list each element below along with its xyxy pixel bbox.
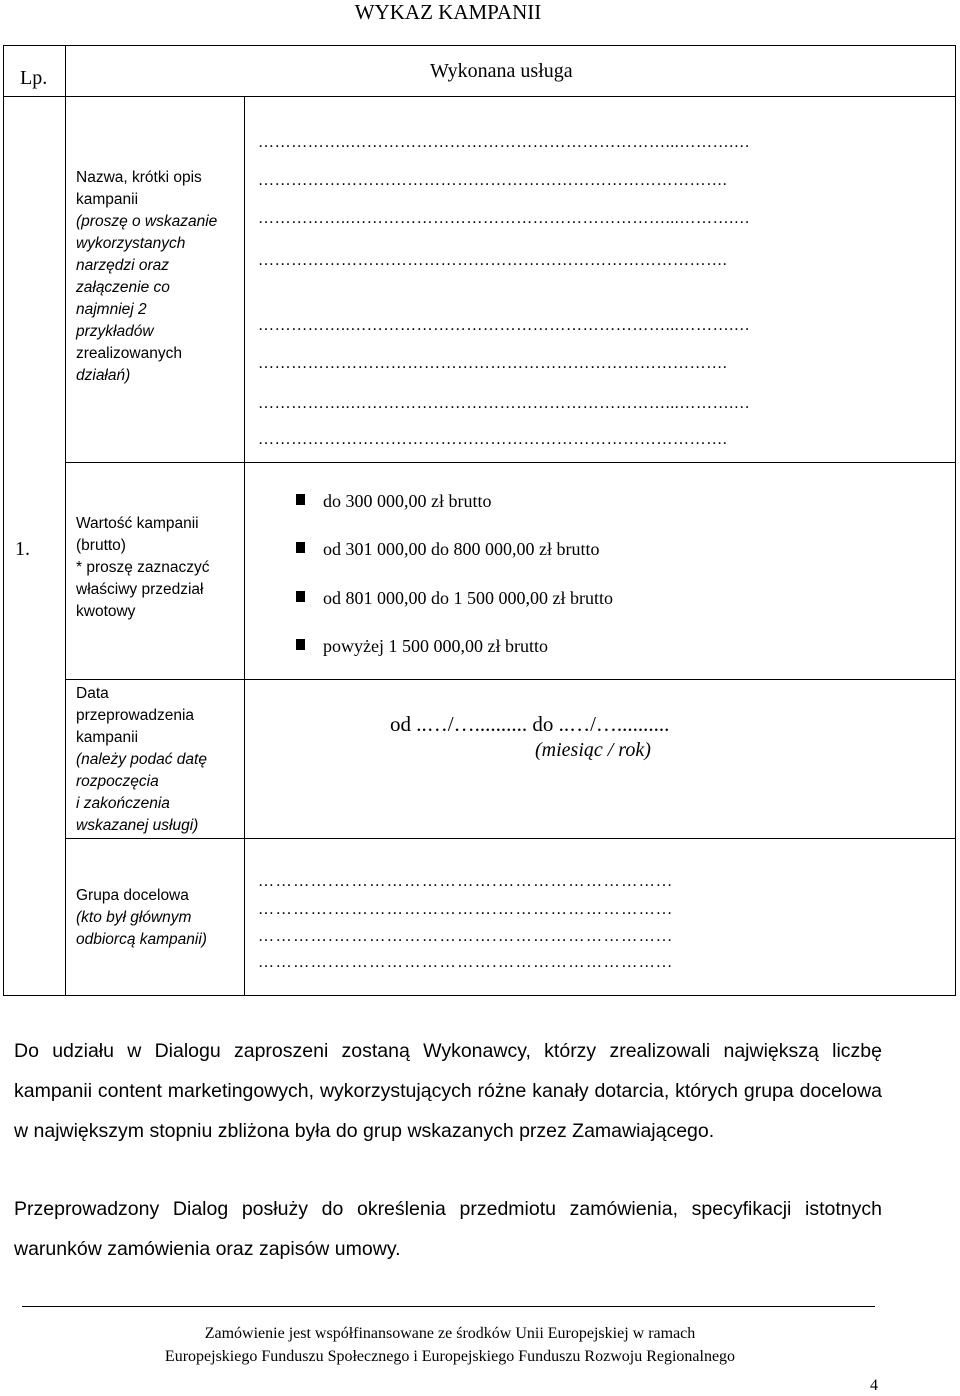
checkbox-bullet-icon <box>296 591 305 602</box>
description-dots-6: …………………………………………………………………………. <box>258 356 728 372</box>
value-option-1[interactable] <box>323 490 492 512</box>
audience-note-line: (kto był głównym <box>76 909 192 926</box>
date-note-line: wskazanej usługi) <box>76 817 199 834</box>
name-label-line: Nazwa, krótki opis <box>76 169 202 186</box>
name-note-line: zrealizowanych <box>76 345 182 362</box>
name-note-line: przykładów <box>76 323 154 340</box>
name-label-line: kampanii <box>76 191 139 208</box>
value-label-line: (brutto) <box>76 537 126 554</box>
footer-line-2: Europejskiego Funduszu Społecznego i Europejskiego Funduszu Rozwoju Regionalnego <box>164 1348 736 1365</box>
label-column-divider <box>244 96 245 995</box>
description-dots-8: …………………………………………………………………………. <box>258 432 728 448</box>
value-label-line: Wartość kampanii <box>76 515 199 532</box>
audience-dots-2: ………….……………………….………………………... <box>258 902 674 918</box>
audience-label-line: Grupa docelowa <box>76 887 189 904</box>
name-label <box>76 167 241 387</box>
description-dots-7: ……………..…………………………………………………...……….… <box>258 396 751 412</box>
name-note-line: najmniej 2 <box>76 301 147 318</box>
date-label <box>76 683 241 837</box>
description-dots-5: ……………..…………………………………………………...……….… <box>258 318 751 334</box>
value-option-label: od 801 000,00 do 1 500 000,00 zł brutto <box>323 588 613 608</box>
footer-rule <box>22 1306 875 1307</box>
audience-dots-3: ………….……………………….………………………... <box>258 929 674 945</box>
row-number: 1. <box>15 538 30 560</box>
value-option-3[interactable] <box>323 587 613 609</box>
value-label-line: * proszę zaznaczyć <box>76 559 210 576</box>
description-dots-4: …………………………………………………………………………. <box>258 253 728 269</box>
header-divider <box>4 96 955 97</box>
checkbox-bullet-icon <box>296 542 305 553</box>
value-label-line: właściwy przedział <box>76 581 204 598</box>
date-label-line: kampanii <box>76 729 139 746</box>
date-note-line: rozpoczęcia <box>76 773 159 790</box>
page-number: 4 <box>870 1377 878 1394</box>
checkbox-bullet-icon <box>296 639 305 650</box>
value-option-4[interactable] <box>323 635 548 657</box>
value-option-label: do 300 000,00 zł brutto <box>323 491 492 511</box>
value-option-2[interactable] <box>323 538 600 560</box>
date-note-line: i zakończenia <box>76 795 170 812</box>
value-option-label: powyżej 1 500 000,00 zł brutto <box>323 636 548 656</box>
row-divider-2 <box>65 679 955 680</box>
row-divider-1 <box>65 462 955 463</box>
date-note-line: (należy podać datę <box>76 751 207 768</box>
lp-header: Lp. <box>20 67 48 89</box>
date-label-line: przeprowadzenia <box>76 707 195 724</box>
description-dots-3: ……………..…………………………………………………...……….… <box>258 211 751 227</box>
audience-label <box>76 885 241 951</box>
name-note-line: wykorzystanych <box>76 235 186 252</box>
audience-dots-4: ………….……………………….………………………... <box>258 955 674 971</box>
row-divider-3 <box>65 838 955 839</box>
description-dots-1: ……………..…………………………………………………...……….… <box>258 135 751 151</box>
audience-dots-1: ………….……………………….………………………... <box>258 874 674 890</box>
document-title: WYKAZ KAMPANII <box>354 0 542 24</box>
checkbox-bullet-icon <box>296 494 305 505</box>
name-note-line: narzędzi oraz <box>76 257 170 274</box>
name-note-line: załączenie co <box>76 279 170 296</box>
audience-note-line: odbiorcą kampanii) <box>76 931 207 948</box>
name-note-line: działań) <box>76 367 131 384</box>
date-range-field[interactable]: od ..…/….......... do ..…/….......... <box>390 712 670 736</box>
value-label-line: kwotowy <box>76 603 136 620</box>
description-dots-2: …………………………………………………………………………. <box>258 173 728 189</box>
date-label-line: Data <box>76 685 109 702</box>
service-header: Wykonana usługa <box>430 60 573 82</box>
value-option-label: od 301 000,00 do 800 000,00 zł brutto <box>323 539 600 559</box>
lp-column-divider <box>65 46 66 995</box>
name-note-line: (proszę o wskazanie <box>76 213 218 230</box>
date-format-hint: (miesiąc / rok) <box>535 739 651 761</box>
paragraph-1: Do udziału w Dialogu zaproszeni zostaną Wykonawcy, którzy zrealizowali największą liczbę kampanii content marketingowych, wykorzystujących różne kanały dotarcia, których grupa docelowa w największym stopniu zbliżona była do grup wskazanych przez Zamawiającego. <box>14 1040 882 1142</box>
paragraph-2: Przeprowadzony Dialog posłuży do określenia przedmiotu zamówienia, specyfikacji istotnych warunków zamówienia oraz zapisów umowy. <box>14 1198 882 1260</box>
footer-line-1: Zamówienie jest współfinansowane ze środków Unii Europejskiej w ramach <box>204 1325 696 1342</box>
value-label <box>76 513 241 623</box>
